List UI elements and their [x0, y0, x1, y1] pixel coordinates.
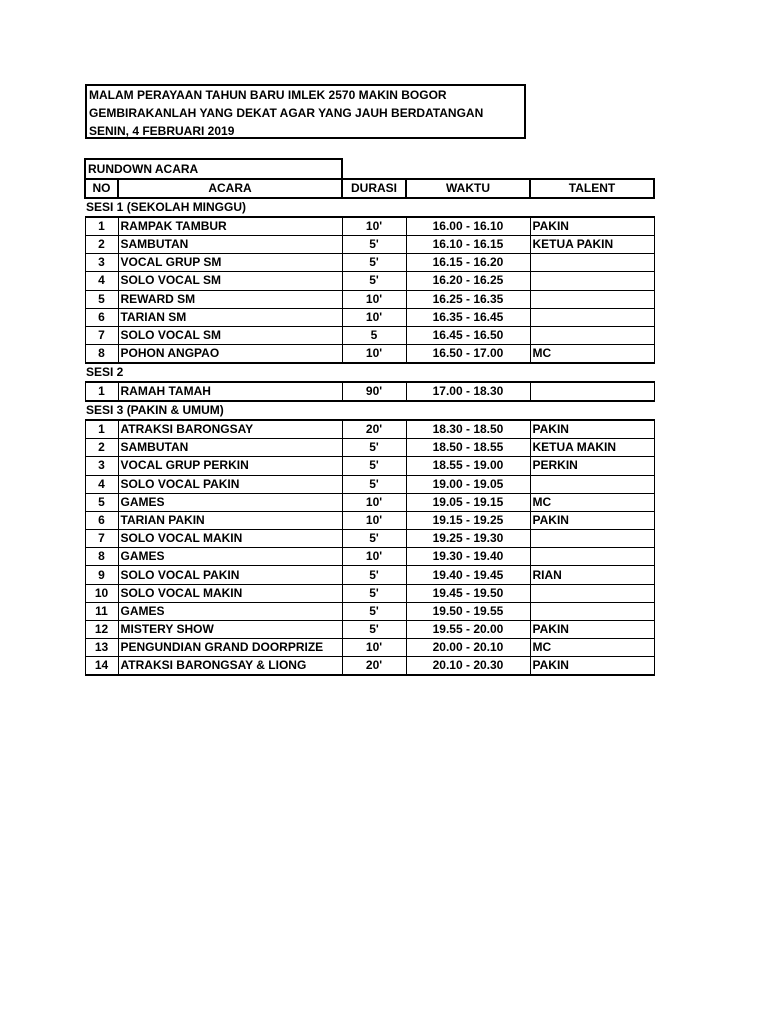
table-row — [85, 639, 654, 657]
table-row — [85, 657, 654, 676]
cell-acara: VOCAL GRUP PERKIN — [118, 457, 342, 475]
cell-talent — [530, 308, 654, 326]
table-row — [85, 475, 654, 493]
cell-waktu: 19.55 - 20.00 — [406, 621, 530, 639]
cell-no: 1 — [85, 420, 118, 439]
table-row — [85, 308, 654, 326]
cell-talent: PAKIN — [530, 511, 654, 529]
cell-durasi: 5' — [342, 530, 406, 548]
cell-acara: SOLO VOCAL PAKIN — [118, 475, 342, 493]
table-row — [85, 345, 654, 364]
cell-talent: PAKIN — [530, 621, 654, 639]
table-row — [85, 382, 654, 401]
cell-acara: PENGUNDIAN GRAND DOORPRIZE — [118, 639, 342, 657]
cell-no: 7 — [85, 530, 118, 548]
cell-no: 11 — [85, 602, 118, 620]
cell-acara: TARIAN SM — [118, 308, 342, 326]
cell-durasi: 20' — [342, 657, 406, 676]
cell-acara: ATRAKSI BARONGSAY — [118, 420, 342, 439]
table-row — [85, 457, 654, 475]
session-row — [85, 401, 654, 420]
cell-acara: RAMAH TAMAH — [118, 382, 342, 401]
cell-durasi: 5' — [342, 439, 406, 457]
table-row — [85, 621, 654, 639]
cell-talent — [530, 382, 654, 401]
cell-talent — [530, 584, 654, 602]
table-row — [85, 290, 654, 308]
cell-no: 2 — [85, 236, 118, 254]
cell-no: 12 — [85, 621, 118, 639]
cell-talent: PERKIN — [530, 457, 654, 475]
cell-acara: RAMPAK TAMBUR — [118, 217, 342, 236]
table-row — [85, 326, 654, 344]
cell-waktu: 19.30 - 19.40 — [406, 548, 530, 566]
table-row — [85, 548, 654, 566]
cell-durasi: 90' — [342, 382, 406, 401]
cell-talent — [530, 290, 654, 308]
header-acara: ACARA — [118, 179, 342, 198]
cell-no: 13 — [85, 639, 118, 657]
table-row — [85, 236, 654, 254]
cell-talent: KETUA MAKIN — [530, 439, 654, 457]
cell-acara: POHON ANGPAO — [118, 345, 342, 364]
cell-acara: GAMES — [118, 548, 342, 566]
header-talent: TALENT — [530, 179, 654, 198]
cell-durasi: 5' — [342, 566, 406, 584]
cell-waktu: 16.35 - 16.45 — [406, 308, 530, 326]
cell-no: 2 — [85, 439, 118, 457]
cell-no: 8 — [85, 548, 118, 566]
cell-acara: MISTERY SHOW — [118, 621, 342, 639]
cell-acara: VOCAL GRUP SM — [118, 254, 342, 272]
cell-acara: GAMES — [118, 602, 342, 620]
table-row — [85, 272, 654, 290]
event-date: SENIN, 4 FEBRUARI 2019 — [89, 124, 235, 138]
cell-no: 4 — [85, 475, 118, 493]
cell-no: 1 — [85, 217, 118, 236]
session-row — [85, 198, 654, 217]
table-row — [85, 439, 654, 457]
table-row — [85, 584, 654, 602]
cell-waktu: 16.20 - 16.25 — [406, 272, 530, 290]
cell-no: 6 — [85, 511, 118, 529]
cell-talent: RIAN — [530, 566, 654, 584]
cell-acara: GAMES — [118, 493, 342, 511]
cell-acara: SAMBUTAN — [118, 439, 342, 457]
table-header-row — [85, 179, 654, 198]
cell-waktu: 19.45 - 19.50 — [406, 584, 530, 602]
table-row — [85, 511, 654, 529]
session-title: SESI 2 — [86, 365, 124, 380]
cell-waktu: 16.50 - 17.00 — [406, 345, 530, 364]
cell-talent: PAKIN — [530, 420, 654, 439]
cell-durasi: 5' — [342, 457, 406, 475]
cell-waktu: 18.30 - 18.50 — [406, 420, 530, 439]
cell-acara: SOLO VOCAL MAKIN — [118, 584, 342, 602]
header-no: NO — [85, 179, 118, 198]
cell-waktu: 20.10 - 20.30 — [406, 657, 530, 676]
table-row — [85, 566, 654, 584]
cell-durasi: 10' — [342, 639, 406, 657]
cell-talent — [530, 254, 654, 272]
table-row — [85, 217, 654, 236]
session-row — [85, 363, 654, 382]
cell-waktu: 19.25 - 19.30 — [406, 530, 530, 548]
cell-no: 6 — [85, 308, 118, 326]
cell-durasi: 10' — [342, 217, 406, 236]
cell-durasi: 10' — [342, 290, 406, 308]
cell-talent — [530, 326, 654, 344]
cell-no: 1 — [85, 382, 118, 401]
cell-talent — [530, 272, 654, 290]
cell-no: 5 — [85, 493, 118, 511]
event-header-box — [85, 84, 526, 139]
table-row — [85, 420, 654, 439]
cell-talent — [530, 530, 654, 548]
cell-durasi: 5' — [342, 236, 406, 254]
header-durasi: DURASI — [342, 179, 406, 198]
cell-waktu: 16.15 - 16.20 — [406, 254, 530, 272]
event-title: MALAM PERAYAAN TAHUN BARU IMLEK 2570 MAKIN BOGOR — [89, 88, 447, 102]
cell-acara: SOLO VOCAL PAKIN — [118, 566, 342, 584]
cell-durasi: 5' — [342, 272, 406, 290]
cell-no: 7 — [85, 326, 118, 344]
cell-waktu: 16.10 - 16.15 — [406, 236, 530, 254]
session-title: SESI 3 (PAKIN & UMUM) — [86, 403, 224, 418]
cell-no: 3 — [85, 457, 118, 475]
cell-talent — [530, 602, 654, 620]
rundown-table — [84, 178, 655, 676]
cell-acara: SOLO VOCAL SM — [118, 326, 342, 344]
cell-talent — [530, 548, 654, 566]
cell-acara: ATRAKSI BARONGSAY & LIONG — [118, 657, 342, 676]
cell-talent: PAKIN — [530, 217, 654, 236]
cell-talent: MC — [530, 345, 654, 364]
cell-durasi: 5' — [342, 254, 406, 272]
cell-waktu: 19.15 - 19.25 — [406, 511, 530, 529]
table-row — [85, 254, 654, 272]
cell-waktu: 18.55 - 19.00 — [406, 457, 530, 475]
cell-durasi: 5 — [342, 326, 406, 344]
cell-acara: SOLO VOCAL SM — [118, 272, 342, 290]
header-waktu: WAKTU — [406, 179, 530, 198]
cell-acara: SOLO VOCAL MAKIN — [118, 530, 342, 548]
table-row — [85, 530, 654, 548]
cell-waktu: 19.40 - 19.45 — [406, 566, 530, 584]
cell-no: 5 — [85, 290, 118, 308]
cell-durasi: 5' — [342, 584, 406, 602]
cell-waktu: 19.05 - 19.15 — [406, 493, 530, 511]
cell-durasi: 10' — [342, 511, 406, 529]
session-title: SESI 1 (SEKOLAH MINGGU) — [86, 200, 247, 214]
event-motto: GEMBIRAKANLAH YANG DEKAT AGAR YANG JAUH BERDATANGAN — [89, 106, 484, 120]
cell-durasi: 10' — [342, 548, 406, 566]
rundown-title: RUNDOWN ACARA — [84, 158, 343, 178]
cell-acara: TARIAN PAKIN — [118, 511, 342, 529]
cell-talent: PAKIN — [530, 657, 654, 676]
cell-waktu: 19.00 - 19.05 — [406, 475, 530, 493]
cell-durasi: 5' — [342, 602, 406, 620]
cell-durasi: 5' — [342, 621, 406, 639]
cell-talent: MC — [530, 639, 654, 657]
cell-waktu: 19.50 - 19.55 — [406, 602, 530, 620]
table-row — [85, 602, 654, 620]
cell-waktu: 16.25 - 16.35 — [406, 290, 530, 308]
cell-acara: SAMBUTAN — [118, 236, 342, 254]
cell-durasi: 20' — [342, 420, 406, 439]
cell-talent: KETUA PAKIN — [530, 236, 654, 254]
cell-waktu: 17.00 - 18.30 — [406, 382, 530, 401]
cell-durasi: 10' — [342, 345, 406, 364]
cell-no: 10 — [85, 584, 118, 602]
cell-durasi: 10' — [342, 308, 406, 326]
cell-waktu: 16.45 - 16.50 — [406, 326, 530, 344]
cell-acara: REWARD SM — [118, 290, 342, 308]
cell-waktu: 16.00 - 16.10 — [406, 217, 530, 236]
cell-talent — [530, 475, 654, 493]
cell-durasi: 5' — [342, 475, 406, 493]
cell-durasi: 10' — [342, 493, 406, 511]
table-row — [85, 493, 654, 511]
cell-talent: MC — [530, 493, 654, 511]
cell-waktu: 20.00 - 20.10 — [406, 639, 530, 657]
cell-no: 8 — [85, 345, 118, 364]
cell-waktu: 18.50 - 18.55 — [406, 439, 530, 457]
cell-no: 14 — [85, 657, 118, 676]
cell-no: 9 — [85, 566, 118, 584]
cell-no: 3 — [85, 254, 118, 272]
cell-no: 4 — [85, 272, 118, 290]
